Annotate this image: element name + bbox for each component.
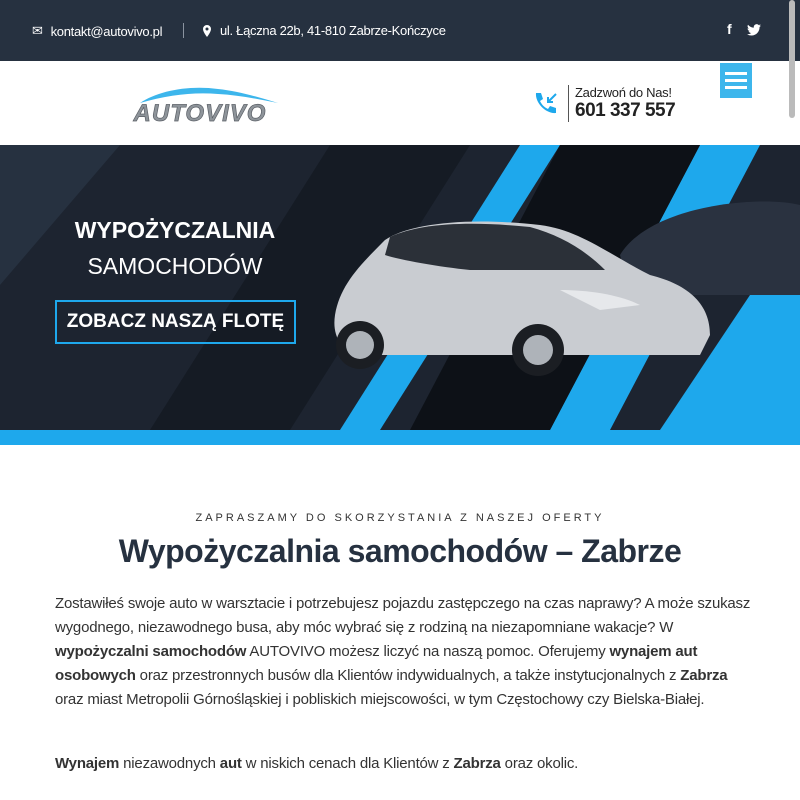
email-link[interactable]: ✉ kontakt@autovivo.pl <box>32 23 163 39</box>
text-segment: oraz przestronnych busów dla Klientów indywidualnych, a także instytucjonalnych z <box>135 667 681 684</box>
hero-subtitle: SAMOCHODÓW <box>87 253 263 279</box>
text-segment: oraz okolic. <box>500 755 579 772</box>
accent-bar <box>0 430 800 445</box>
hero-title: WYPOŻYCZALNIA <box>74 217 276 243</box>
text-segment: w niskich cenach dla Klientów z <box>241 755 454 772</box>
address: ul. Łączna 22b, 41-810 Zabrze-Kończyce <box>202 23 446 38</box>
page-title: Wypożyczalnia samochodów – Zabrze <box>118 533 682 569</box>
top-bar <box>0 0 800 61</box>
facebook-icon[interactable]: f <box>727 21 732 37</box>
bold-keyword: Zabrza <box>680 667 728 684</box>
svg-text:AUTOVIVO: AUTOVIVO <box>133 100 267 125</box>
rental-paragraph <box>55 752 755 776</box>
text-segment: Zostawiłeś swoje auto w warsztacie i potrzebujesz pojazdu zastępczego na czas naprawy? A może szukasz wygodnego, niezawodnego busa, aby móc wybrać się z rodziną na niezapomniane wakacje? W <box>55 595 751 636</box>
section-kicker: ZAPRASZAMY DO SKORZYSTANIA Z NASZEJ OFERTY <box>195 512 605 524</box>
see-fleet-button[interactable]: ZOBACZ NASZĄ FLOTĘ <box>55 300 296 344</box>
text-segment: AUTOVIVO możesz liczyć na naszą pomoc. Oferujemy <box>246 643 610 660</box>
bold-keyword: wynajem aut osobowych <box>55 643 698 684</box>
twitter-icon[interactable] <box>747 24 761 36</box>
scrollbar[interactable] <box>789 0 795 118</box>
phone-contact[interactable]: Zadzwoń do Nas! 601 337 557 <box>532 85 675 122</box>
bold-keyword: aut <box>219 755 242 772</box>
bold-keyword: wypożyczalni samochodów <box>55 643 247 660</box>
site-header <box>0 61 800 145</box>
bold-keyword: Zabrza <box>453 755 501 772</box>
hero-background <box>0 145 800 430</box>
hero-banner <box>0 145 800 430</box>
intro-paragraph <box>55 592 755 712</box>
text-segment: niezawodnych <box>119 755 220 772</box>
envelope-icon: ✉ <box>32 23 43 38</box>
map-pin-icon <box>202 25 212 37</box>
logo[interactable] <box>118 83 283 130</box>
text-segment: oraz miast Metropolii Górnośląskiej i pobliskich miejscowości, w tym Częstochowy czy Bielska-Białej. <box>55 691 705 708</box>
divider <box>183 23 184 38</box>
car-silhouette-logo-icon <box>118 83 283 125</box>
bold-keyword: Wynajem <box>55 755 120 772</box>
menu-button[interactable] <box>720 63 752 98</box>
phone-icon <box>532 90 560 118</box>
